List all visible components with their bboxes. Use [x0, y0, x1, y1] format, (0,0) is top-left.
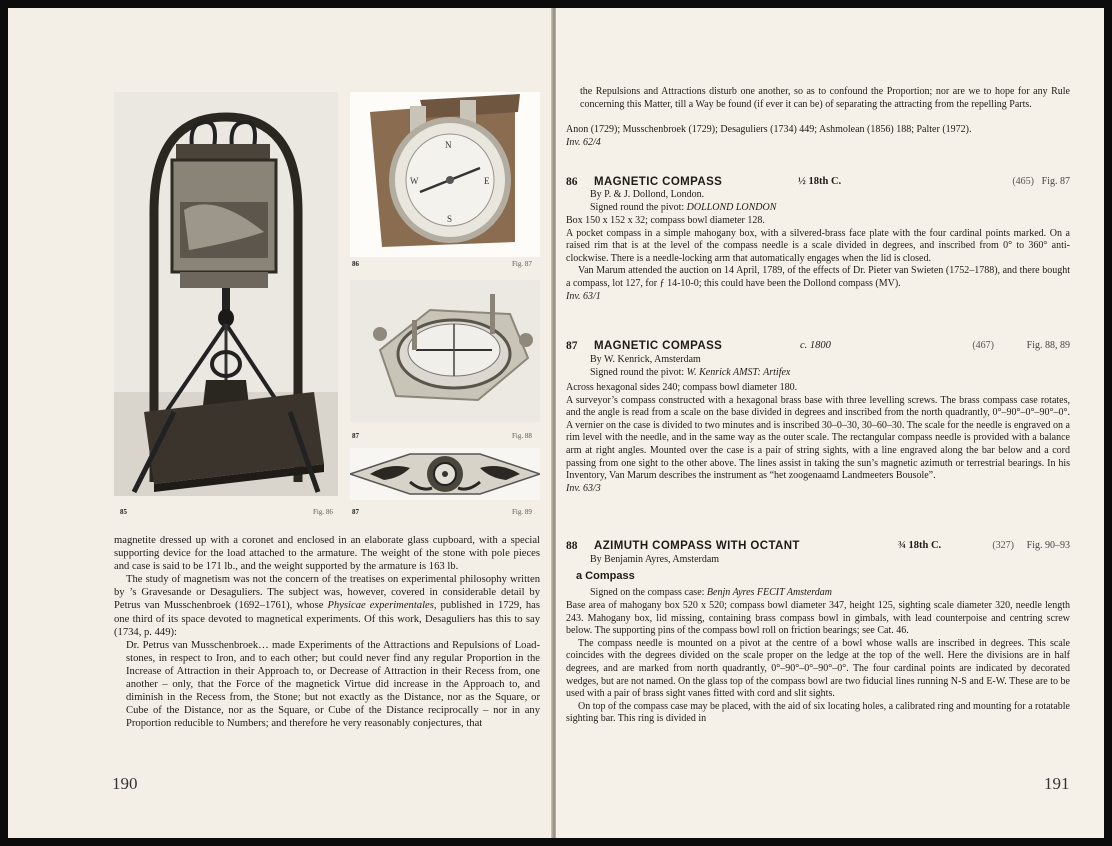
entry-title: MAGNETIC COMPASS: [594, 340, 723, 352]
entry-inventory-ref: (465): [1012, 176, 1034, 187]
figure-88-surveyors-compass-photo: [350, 280, 540, 422]
figure-caption-fig-89: Fig. 89: [512, 508, 532, 516]
entry-title: AZIMUTH COMPASS WITH OCTANT: [594, 540, 800, 552]
entry-figure-ref: Fig. 88, 89: [1026, 340, 1070, 351]
entry-86-maker: [590, 189, 1060, 214]
entry-text-2: Van Marum attended the auction on 14 April, 1789, of the effects of Dr. Pieter van Swieten (1752–1788), and there bought a compass, lot 127, for ƒ 14-10-0; this could have been the Dollond compass (MV).: [566, 265, 1070, 289]
entry-date: c. 1800: [800, 340, 831, 351]
figure-caption-cat-87-a: 87: [352, 432, 359, 440]
signature: DOLLOND LONDON: [686, 201, 777, 213]
entry-date: ½ 18th C.: [798, 176, 842, 187]
entry-87-description: [566, 382, 1070, 495]
entry-inventory-ref: (327): [992, 540, 1014, 551]
figure-caption-cat-85: 85: [120, 508, 127, 516]
left-body-text: [114, 534, 540, 730]
entry-figure-ref: Fig. 90–93: [1026, 540, 1070, 551]
book-title-physicae: Physicae experimentales: [327, 600, 434, 612]
entry-figure-ref: Fig. 87: [1041, 176, 1070, 187]
entry-dimensions: Box 150 x 152 x 32; compass bowl diameter 128.: [566, 215, 765, 226]
figure-86-loadstone-photo: [114, 92, 338, 496]
entry-number: 88: [566, 540, 578, 552]
maker-line: By W. Kenrick, Amsterdam: [590, 354, 701, 365]
entry-text: A surveyor’s compass constructed with a hexagonal brass base with three levelling screws. The brass compass case rotates, and the angle is read from a scale on the base divided in degrees and inscribed from the north quadrantly, 0°–90°–0°–90°–0°. A vernier on the case is divided to two minutes and is inscribed 30–0–30, 30–60–30. The scale for the needle is engraved on a rim level with the needle, and in the same way as the outer scale. The rectangular compass needle is provided with a balance arm at right angles. Mounted over the case is a pair of string sights, with a line engraved along the bar below and a cord passing from one sight to the other above. The lines assist in taking the sun’s magnetic azimuth or terrestrial bearings. In his Inventory, Van Marum describes the instrument as “het zoogenaamd Landmeeters Bousole”.: [566, 394, 1070, 482]
entry-number: 86: [566, 176, 578, 188]
entry-88-signed: Signed on the compass case: Benjn Ayres FECIT Amsterdam: [590, 587, 833, 598]
maker-line: By P. & J. Dollond, London.: [590, 189, 705, 200]
entry-dimensions: Across hexagonal sides 240; compass bowl diameter 180.: [566, 382, 798, 393]
entry-88-maker: By Benjamin Ayres, Amsterdam: [590, 554, 720, 565]
compass-letter-e: E: [484, 176, 490, 186]
entry-number: 87: [566, 340, 578, 352]
paragraph-magnetite: magnetite dressed up with a coronet and enclosed in an elaborate glass cupboard, with a special supporting device for the load attached to the armature. The weight of the stone with pole pieces and case is said to be 171 lb., and the weight supported by the armature is 163 lb.: [114, 535, 540, 573]
entry-inventory: Inv. 63/3: [566, 482, 601, 494]
paragraph-study-of-magnetism: The study of magnetism was not the concern of the treatises on experimental philosophy written by ’s Gravesande or Desaguliers. The subject was, however, covered in considerable detail by Petrus van Musschenbroek (1692–1761), whose Physicae experimentales, published in 1729, has one third of its space devoted to magnetical experiments. Of this work, Desaguliers has this to say (1734, p. 449):: [114, 574, 540, 638]
figure-89-compass-top-view-photo: [350, 448, 540, 500]
entry-inventory: Inv. 63/1: [566, 290, 601, 302]
figure-caption-cat-87-b: 87: [352, 508, 359, 516]
figure-caption-fig-88: Fig. 88: [512, 432, 532, 440]
intro-references: [566, 124, 1070, 149]
signed-line: Signed round the pivot: DOLLOND LONDON: [590, 201, 777, 213]
intro-inventory: Inv. 62/4: [566, 136, 601, 148]
figure-caption-fig-86: Fig. 86: [313, 508, 333, 516]
entry-inventory-ref: (467): [972, 340, 994, 351]
entry-88-description: [566, 600, 1070, 726]
page-number-right: 191: [1044, 774, 1070, 793]
entry-88-subheading: a Compass: [576, 570, 635, 582]
figure-caption-fig-87: Fig. 87: [512, 260, 532, 268]
entry-dimensions: Base area of mahogany box 520 x 520; compass bowl diameter 347, height 125, sighting scale diameter 320, needle length 243. Mahogany box, lid missing, containing brass compass bowl in gimbals, with lead counterpoise and centring screw below. The supporting pins of the compass bowl roll on friction bearings; see Cat. 46.: [566, 600, 1070, 637]
entry-text: The compass needle is mounted on a pivot at the centre of a bowl whose walls are inscribed in degrees. This scale coincides with the degrees divided on the scale proper on the ledge at the top of the well. Here the divisions are in half degrees, and are marked from north quadrantly, 0°–90°–0°–90°–0°. The four cardinal points are indicated by decorated wedges, but are not named. On the glass top of the compass bowl are two fiducial lines running N-S and E-W. These are to be used with a pair of brass sight vanes fitted with cord and slit sights.: [566, 637, 1070, 700]
quotation-desaguliers: Dr. Petrus van Musschenbroek… made Experiments of the Attractions and Repulsions of Load-stones, in respect to Iron, and to each other; but could never find any regular Proportion in the Increase of Attraction in their Approach to, or Decrease of Attraction in their Recess from, one another – only, that the Force of the magnetick Virtue did increase in the Approach to, and diminish in the Recess from, the Stone; but not exactly as the Distance, nor as the Square, or Cube of the Distance, nor as the Square, or Cube of the Distance reciprocally – nor in any Proportion reducible to Numbers; and therefore he very reasonably conjectures, that: [126, 639, 540, 730]
entry-86-description: [566, 215, 1070, 303]
signed-line: Signed round the pivot: W. Kenrick AMST: Artifex: [590, 366, 791, 378]
compass-letter-n: N: [445, 140, 452, 150]
entry-title: MAGNETIC COMPASS: [594, 176, 723, 188]
intro-quote: the Repulsions and Attractions disturb one another, so as to confound the Proportion; nor are we to hope for any Rule concerning this Matter, till a Way be found (if ever it can be) of separating the attracting from the repelling Parts.: [580, 86, 1070, 110]
signature: Benjn Ayres FECIT Amsterdam: [706, 587, 833, 598]
signature: W. Kenrick AMST: Artifex: [686, 366, 791, 378]
entry-87-maker: [590, 354, 1060, 379]
entry-text-2: On top of the compass case may be placed, with the aid of six locating holes, a calibrated ring and mounting for a rotatable sighting bar. This ring is divided in: [566, 700, 1070, 725]
figure-caption-cat-86: 86: [352, 260, 359, 268]
intro-refs: Anon (1729); Musschenbroek (1729); Desaguliers (1734) 449; Ashmolean (1856) 188; Palter (1972).: [566, 124, 972, 135]
entry-text: A pocket compass in a simple mahogany box, with a silvered-brass face plate with the four cardinal points marked. On a raised rim that is at the level of the compass needle is a scale divided in degrees, and inscribed from 0° to 360° anti-clockwise. There is a needle-locking arm that automatically engages when the lid is closed.: [566, 227, 1070, 264]
intro-continuation: [580, 86, 1070, 111]
entry-date: ¾ 18th C.: [898, 540, 942, 551]
compass-letter-s: S: [447, 214, 453, 224]
page-number-left: 190: [112, 774, 138, 793]
figure-87-pocket-compass-photo: [350, 92, 540, 257]
compass-letter-w: W: [410, 176, 419, 186]
